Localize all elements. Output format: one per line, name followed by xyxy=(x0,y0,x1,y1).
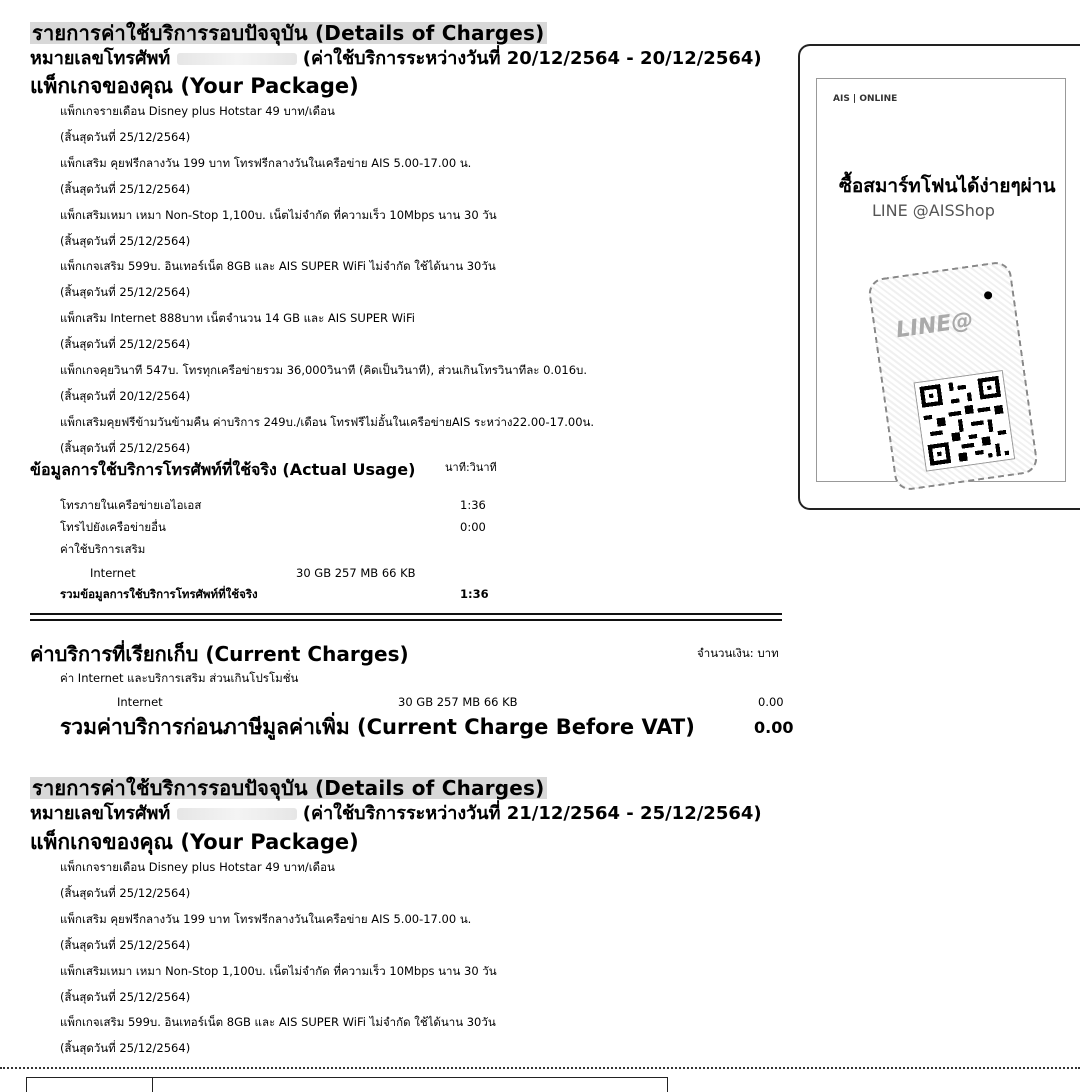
total-before-vat-amount: 0.00 xyxy=(754,718,794,737)
usage-heading: ข้อมูลการใช้บริการโทรศัพท์ที่ใช้จริง (Actual Usage) xyxy=(30,460,416,479)
section1-phone-line xyxy=(30,48,762,70)
phone-label: หมายเลขโทรศัพท์ xyxy=(30,48,171,69)
usage-unit: นาที:วินาที xyxy=(445,461,497,474)
package-item: แพ็กเสริมคุยฟรีข้ามวันข้ามคืน ค่าบริการ 249บ./เดือน โทรฟรีไม่อั้นในเครือข่ายAIS ระหว่าง22.00-17.00น. xyxy=(60,414,595,429)
usage-row-label: โทรภายในเครือข่ายเอไอเอส xyxy=(60,498,202,512)
redacted-phone-number xyxy=(177,808,297,820)
package-expiry: (สิ้นสุดวันที่ 25/12/2564) xyxy=(60,937,191,952)
package-expiry: (สิ้นสุดวันที่ 25/12/2564) xyxy=(60,440,191,455)
package-expiry: (สิ้นสุดวันที่ 25/12/2564) xyxy=(60,285,191,300)
ad-card[interactable] xyxy=(816,78,1066,482)
package-heading: แพ็กเกจของคุณ (Your Package) xyxy=(30,74,359,98)
charges-heading: ค่าบริการที่เรียกเก็บ (Current Charges) xyxy=(30,642,409,666)
camera-dot xyxy=(984,291,993,300)
usage-total-value: 1:36 xyxy=(460,587,489,601)
charge-internet-amount: 0.00 xyxy=(758,695,784,709)
package-item: แพ็กเสริม Internet 888บาท เน็ตจำนวน 14 GB และ AIS SUPER WiFi xyxy=(60,311,415,326)
divider xyxy=(30,613,782,615)
currency-label: จำนวนเงิน: บาท xyxy=(697,646,779,660)
phone-illustration xyxy=(867,260,1039,492)
charge-internet-usage: 30 GB 257 MB 66 KB xyxy=(398,695,518,709)
package-item: แพ็กเกจรายเดือน Disney plus Hotstar 49 บาท/เดือน xyxy=(60,104,335,118)
ad-title: ซื้อสมาร์ทโฟนได้ง่ายๆผ่าน xyxy=(839,175,1056,197)
ad-logo: AIS | ONLINE xyxy=(833,94,898,104)
package-item: แพ็กเกจเสริม 599บ. อินเทอร์เน็ต 8GB และ AIS SUPER WiFi ไม่จำกัด ใช้ได้นาน 30วัน xyxy=(60,259,496,274)
package-item: แพ็กเสริมเหมา เหมา Non-Stop 1,100บ. เน็ตไม่จำกัด ที่ความเร็ว 10Mbps นาน 30 วัน xyxy=(60,963,497,978)
section1-title: รายการค่าใช้บริการรอบปัจจุบัน (Details of Charges) xyxy=(32,21,545,45)
package-expiry: (สิ้นสุดวันที่ 25/12/2564) xyxy=(60,181,191,196)
package-expiry: (สิ้นสุดวันที่ 25/12/2564) xyxy=(60,989,191,1004)
billing-period: (ค่าใช้บริการระหว่างวันที่ 21/12/2564 - 25/12/2564) xyxy=(302,803,762,824)
package-expiry: (สิ้นสุดวันที่ 25/12/2564) xyxy=(60,885,191,900)
usage-row-value: 0:00 xyxy=(460,520,486,534)
redacted-phone-number xyxy=(177,53,297,65)
extra-services-label: ค่าใช้บริการเสริม xyxy=(60,542,146,556)
package-item: แพ็กเสริม คุยฟรีกลางวัน 199 บาท โทรฟรีกลางวันในเครือข่าย AIS 5.00-17.00 น. xyxy=(60,911,472,926)
package-item: แพ็กเกจคุยวินาที 547บ. โทรทุกเครือข่ายรวม 36,000วินาที (คิดเป็นวินาที), ส่วนเกินโทรวินาทีละ 0.016บ. xyxy=(60,363,587,377)
charge-internet-label: Internet xyxy=(117,695,163,709)
divider xyxy=(30,619,782,621)
usage-total-label: รวมข้อมูลการใช้บริการโทรศัพท์ที่ใช้จริง xyxy=(60,587,258,601)
qr-code-icon xyxy=(914,370,1016,472)
internet-usage-value: 30 GB 257 MB 66 KB xyxy=(296,566,416,580)
usage-row-value: 1:36 xyxy=(460,498,486,512)
internet-usage-label: Internet xyxy=(90,566,136,580)
package-item: แพ็กเสริมเหมา เหมา Non-Stop 1,100บ. เน็ตไม่จำกัด ที่ความเร็ว 10Mbps นาน 30 วัน xyxy=(60,207,497,222)
page-divider xyxy=(0,1067,1080,1069)
ad-banner[interactable] xyxy=(798,44,1080,510)
package-expiry: (สิ้นสุดวันที่ 25/12/2564) xyxy=(60,233,191,248)
package-item: แพ็กเกจรายเดือน Disney plus Hotstar 49 บาท/เดือน xyxy=(60,860,335,874)
ad-subtitle: LINE @AISShop xyxy=(872,201,995,220)
package-heading: แพ็กเกจของคุณ (Your Package) xyxy=(30,830,359,854)
package-expiry: (สิ้นสุดวันที่ 25/12/2564) xyxy=(60,129,191,144)
package-item: แพ็กเสริม คุยฟรีกลางวัน 199 บาท โทรฟรีกลางวันในเครือข่าย AIS 5.00-17.00 น. xyxy=(60,155,472,170)
phone-label: หมายเลขโทรศัพท์ xyxy=(30,803,171,824)
billing-period: (ค่าใช้บริการระหว่างวันที่ 20/12/2564 - 20/12/2564) xyxy=(302,48,762,69)
package-expiry: (สิ้นสุดวันที่ 25/12/2564) xyxy=(60,337,191,352)
charges-subheading: ค่า Internet และบริการเสริม ส่วนเกินโปรโมชั่น xyxy=(60,671,299,685)
usage-row-label: โทรไปยังเครือข่ายอื่น xyxy=(60,520,166,534)
package-item: แพ็กเกจเสริม 599บ. อินเทอร์เน็ต 8GB และ AIS SUPER WiFi ไม่จำกัด ใช้ได้นาน 30วัน xyxy=(60,1015,496,1030)
package-expiry: (สิ้นสุดวันที่ 25/12/2564) xyxy=(60,1041,191,1056)
footer-table xyxy=(26,1077,668,1092)
total-before-vat-label: รวมค่าบริการก่อนภาษีมูลค่าเพิ่ม (Current Charge Before VAT) xyxy=(60,715,695,739)
line-logo-text: LINE@ xyxy=(894,307,975,344)
section2-phone-line xyxy=(30,803,762,825)
package-expiry: (สิ้นสุดวันที่ 20/12/2564) xyxy=(60,388,191,403)
section2-title: รายการค่าใช้บริการรอบปัจจุบัน (Details of Charges) xyxy=(32,776,545,800)
